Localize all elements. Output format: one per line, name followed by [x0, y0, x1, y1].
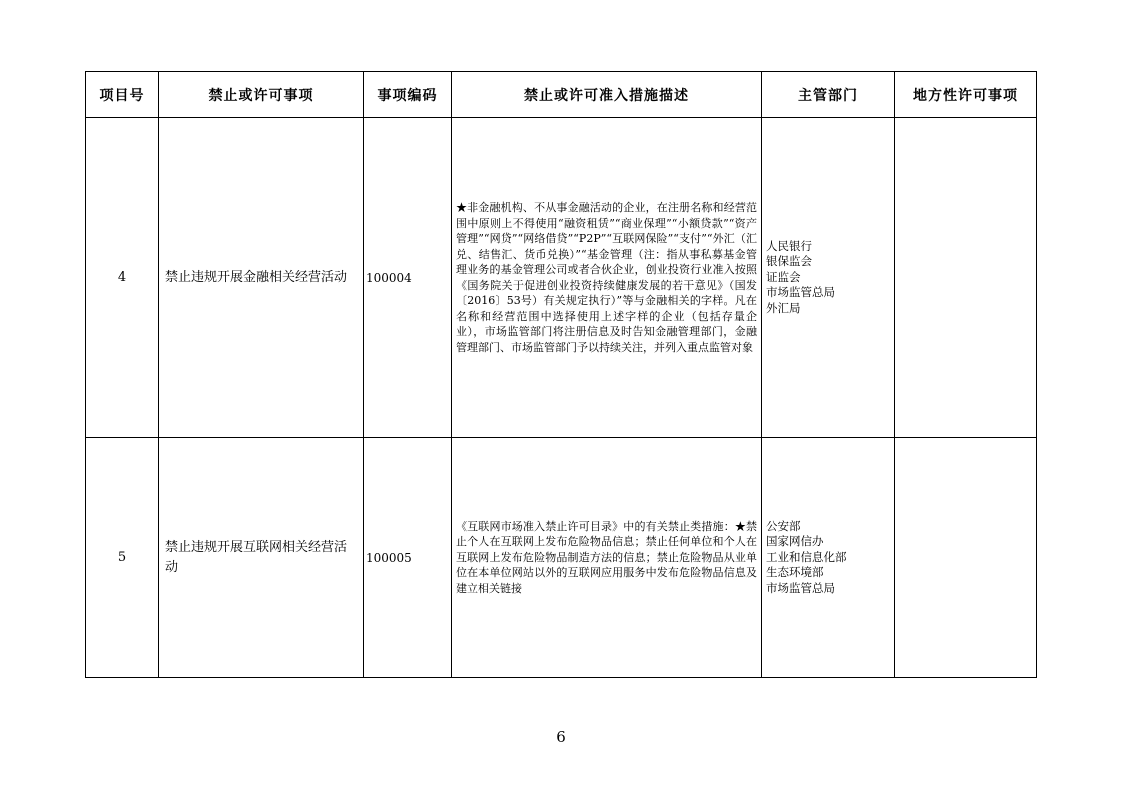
header-description: 禁止或许可准入措施描述 — [452, 72, 762, 118]
department-name: 市场监管总局 — [766, 285, 835, 300]
department-name: 银保监会 — [766, 254, 812, 269]
department-name: 市场监管总局 — [766, 580, 835, 595]
header-department: 主管部门 — [762, 72, 895, 118]
row-departments — [762, 438, 895, 678]
row-departments — [762, 118, 895, 438]
row-item: 禁止违规开展互联网相关经营活动 — [159, 438, 364, 678]
header-code: 事项编码 — [364, 72, 452, 118]
header-project-no: 项目号 — [86, 72, 159, 118]
row-local — [895, 438, 1037, 678]
table-row — [86, 438, 1037, 678]
header-item: 禁止或许可事项 — [159, 72, 364, 118]
table-row — [86, 118, 1037, 438]
department-name: 公安部 — [766, 518, 801, 533]
row-project-no: 5 — [86, 438, 159, 678]
department-name: 国家网信办 — [766, 534, 824, 549]
department-name: 工业和信息化部 — [766, 549, 847, 564]
row-item: 禁止违规开展金融相关经营活动 — [159, 118, 364, 438]
row-code: 100004 — [364, 118, 452, 438]
header-local: 地方性许可事项 — [895, 72, 1037, 118]
row-description: 《互联网市场准入禁止许可目录》中的有关禁止类措施：★禁止个人在互联网上发布危险物品信息；禁止任何单位和个人在互联网上发布危险物品制造方法的信息；禁止危险物品从业单位在本单位网站以外的互联网应用服务中发布危险物品信息及建立相关链接 — [452, 438, 762, 678]
table-header-row — [86, 72, 1037, 118]
row-project-no: 4 — [86, 118, 159, 438]
row-code: 100005 — [364, 438, 452, 678]
department-name: 人民银行 — [766, 238, 812, 253]
market-access-table — [85, 71, 1037, 678]
row-local — [895, 118, 1037, 438]
page-number: 6 — [556, 728, 566, 746]
department-name: 生态环境部 — [766, 565, 824, 580]
row-description: ★非金融机构、不从事金融活动的企业，在注册名称和经营范围中原则上不得使用“融资租赁”“商业保理”“小额贷款”“资产管理”“网贷”“网络借贷”“P2P”“互联网保险”“支付”“外汇（汇兑、结售汇、货币兑换）”“基金管理（注：指从事私募基金管理业务的基金管理公司或者合伙企业，创业投资行业准入按照《国务院关于促进创业投资持续健康发展的若干意见》（国发〔2016〕53号）有关规定执行）”等与金融相关的字样。凡在名称和经营范围中选择使用上述字样的企业（包括存量企业），市场监管部门将注册信息及时告知金融管理部门，金融管理部门、市场监管部门予以持续关注，并列入重点监管对象 — [452, 118, 762, 438]
department-name: 证监会 — [766, 269, 801, 284]
department-name: 外汇局 — [766, 300, 801, 315]
